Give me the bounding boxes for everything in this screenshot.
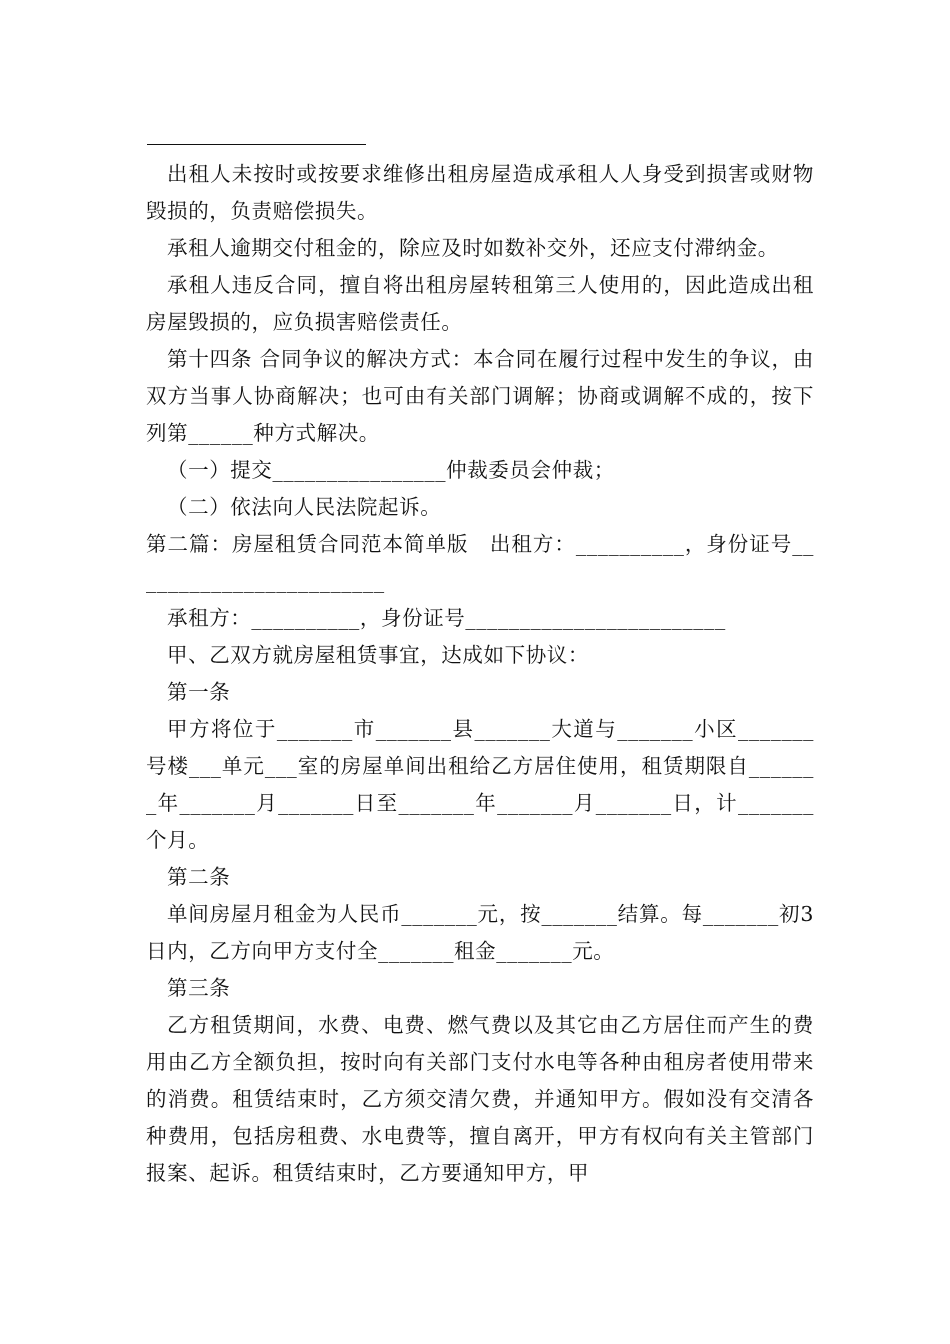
paragraph-lessee: 承租方：__________，身份证号________________________ <box>167 606 726 630</box>
paragraph-late-rent: 承租人逾期交付租金的，除应及时如数补交外，还应支付滞纳金。 <box>167 236 779 260</box>
paragraph-sublet: 承租人违反合同，擅自将出租房屋转租第三人使用的，因此造成出租房屋毁损的，应负损害赔偿责任。 <box>146 273 814 334</box>
top-divider-line <box>147 144 366 145</box>
paragraph-repair-liability: 出租人未按时或按要求维修出租房屋造成承租人人身受到损害或财物毁损的，负责赔偿损失。 <box>146 162 814 223</box>
document-body <box>146 156 814 1192</box>
paragraph-option-court: （二）依法向人民法院起诉。 <box>167 495 442 519</box>
article-2-title: 第二条 <box>167 865 231 889</box>
article-2-body: 单间房屋月租金为人民币_______元，按_______结算。每_______初3日内，乙方向甲方支付全_______租金_______元。 <box>146 902 814 963</box>
paragraph-part-two-heading: 第二篇：房屋租赁合同范本简单版 出租方：__________，身份证号________________________ <box>146 532 814 593</box>
article-1-title: 第一条 <box>167 680 231 704</box>
article-3-title: 第三条 <box>167 976 231 1000</box>
article-3-body: 乙方租赁期间，水费、电费、燃气费以及其它由乙方居住而产生的费用由乙方全额负担，按时向有关部门支付水电等各种由租房者使用带来的消费。租赁结束时，乙方须交清欠费，并通知甲方。假如没有交清各种费用，包括房租费、水电费等，擅自离开，甲方有权向有关主管部门报案、起诉。租赁结束时，乙方要通知甲方，甲 <box>146 1013 814 1185</box>
paragraph-option-arbitration: （一）提交________________仲裁委员会仲裁； <box>167 458 615 482</box>
article-1-body: 甲方将位于_______市_______县_______大道与_______小区_______号楼___单元___室的房屋单间出租给乙方居住使用，租赁期限自_______年_______月_______日至_______年_______月_______日，计_______个月。 <box>146 717 814 852</box>
paragraph-agreement: 甲、乙双方就房屋租赁事宜，达成如下协议： <box>167 643 589 667</box>
paragraph-article-14: 第十四条 合同争议的解决方式：本合同在履行过程中发生的争议，由双方当事人协商解决；也可由有关部门调解；协商或调解不成的，按下列第______种方式解决。 <box>146 347 814 445</box>
